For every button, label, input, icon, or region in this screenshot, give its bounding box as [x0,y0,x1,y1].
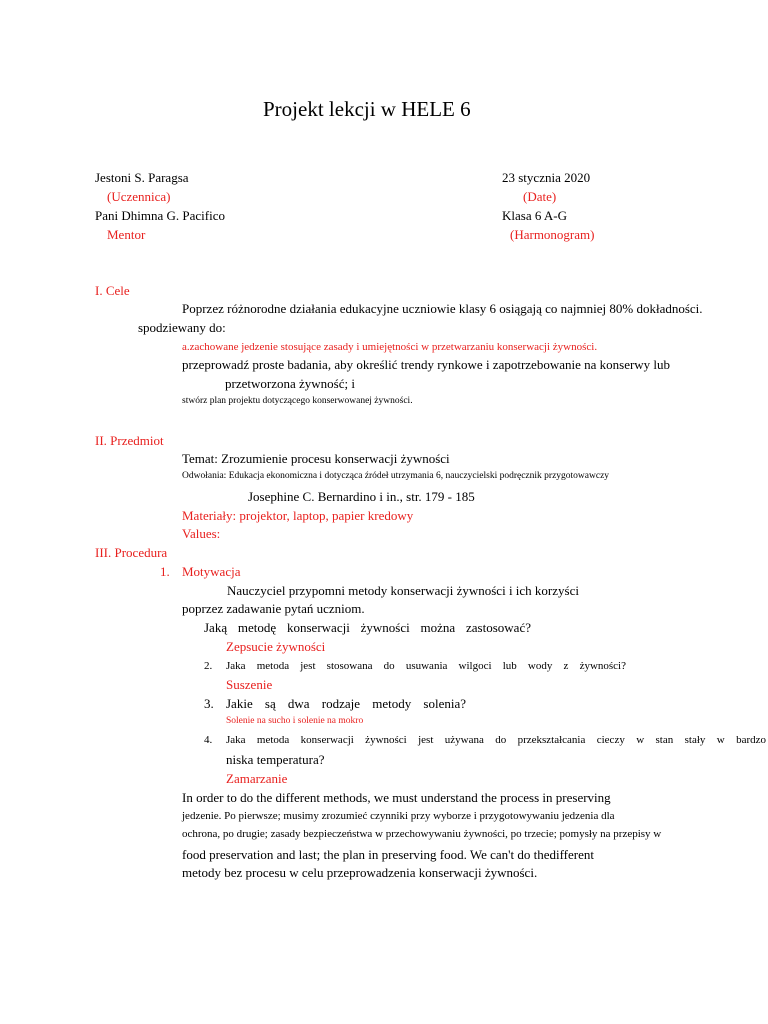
answer-4: Zamarzanie [226,771,288,786]
procedure-paragraph-line-2: jedzenie. Po pierwsze; musimy zrozumieć czynniki przy wyborze i przygotowywaniu jedzenia dla [182,810,615,822]
mentor-role: Mentor [107,227,146,242]
date-label: (Date) [523,189,557,204]
subject-materials: Materiały: projektor, laptop, papier kredowy [182,508,414,523]
objective-c: stwórz plan projektu dotyczącego konserwowanej żywności. [182,396,413,406]
question-3-number: 3. [204,696,214,711]
answer-3: Solenie na sucho i solenie na mokro [226,716,364,726]
page-title: Projekt lekcji w HELE 6 [263,97,471,121]
student-role: (Uczennica) [107,189,171,204]
date-value: 23 stycznia 2020 [502,170,591,185]
subject-topic: Temat: Zrozumienie procesu konserwacji żywności [182,451,450,466]
objective-b: przeprowadź proste badania, aby określić trendy rynkowe i zapotrzebowanie na konserwy lub [182,357,671,372]
class-label: (Harmonogram) [510,227,595,242]
question-4: Jaka metoda konserwacji żywności jest używana do przekształcania cieczy w stan stały w bardzo [226,734,766,746]
mentor-name: Pani Dhimna G. Pacifico [95,208,225,223]
answer-2: Suszenie [226,677,273,692]
class-value: Klasa 6 A-G [502,208,567,223]
objective-b-cont: przetworzona żywność; i [225,376,355,391]
question-3: Jakie są dwa rodzaje metody solenia? [226,696,466,711]
procedure-intro: Nauczyciel przypomni metody konserwacji żywności i ich korzyści [227,583,579,598]
subject-references: Odwołania: Edukacja ekonomiczna i dotycząca źródeł utrzymania 6, nauczycielski podręcznik przygotowawczy [182,471,610,481]
procedure-paragraph-line-5: metody bez procesu w celu przeprowadzenia konserwacji żywności. [182,865,538,880]
objectives-intro: Poprzez różnorodne działania edukacyjne uczniowie klasy 6 osiągają co najmniej 80% dokładności. [182,301,703,316]
procedure-step-number: 1. [160,564,170,579]
procedure-paragraph-line-4: food preservation and last; the plan in preserving food. We can't do thedifferent [182,847,594,862]
question-2-number: 2. [204,660,213,672]
subject-values: Values: [182,526,221,541]
question-2: Jaka metoda jest stosowana do usuwania wilgoci lub wody z żywności? [226,660,626,672]
objectives-intro-cont: spodziewany do: [138,320,226,335]
student-name: Jestoni S. Paragsa [95,170,189,185]
subject-heading: II. Przedmiot [95,433,164,448]
procedure-paragraph-line-3: ochrona, po drugie; zasady bezpieczeństwa w przechowywaniu żywności, po trzecie; pomysły na przepisy w [182,828,662,840]
procedure-step-label: Motywacja [182,564,241,579]
objective-a: a.zachowane jedzenie stosujące zasady i umiejętności w przetwarzaniu konserwacji żywności. [182,341,598,353]
procedure-heading: III. Procedura [95,545,168,560]
objectives-heading: I. Cele [95,283,130,298]
procedure-paragraph-line-1: In order to do the different methods, we must understand the process in preserving [182,790,611,805]
answer-1: Zepsucie żywności [226,639,326,654]
question-4-cont: niska temperatura? [226,752,325,767]
question-4-number: 4. [204,734,213,746]
question-1: Jaką metodę konserwacji żywności można zastosować? [204,620,531,635]
procedure-intro-cont: poprzez zadawanie pytań uczniom. [182,601,365,616]
subject-authors: Josephine C. Bernardino i in., str. 179 - 185 [248,489,475,504]
